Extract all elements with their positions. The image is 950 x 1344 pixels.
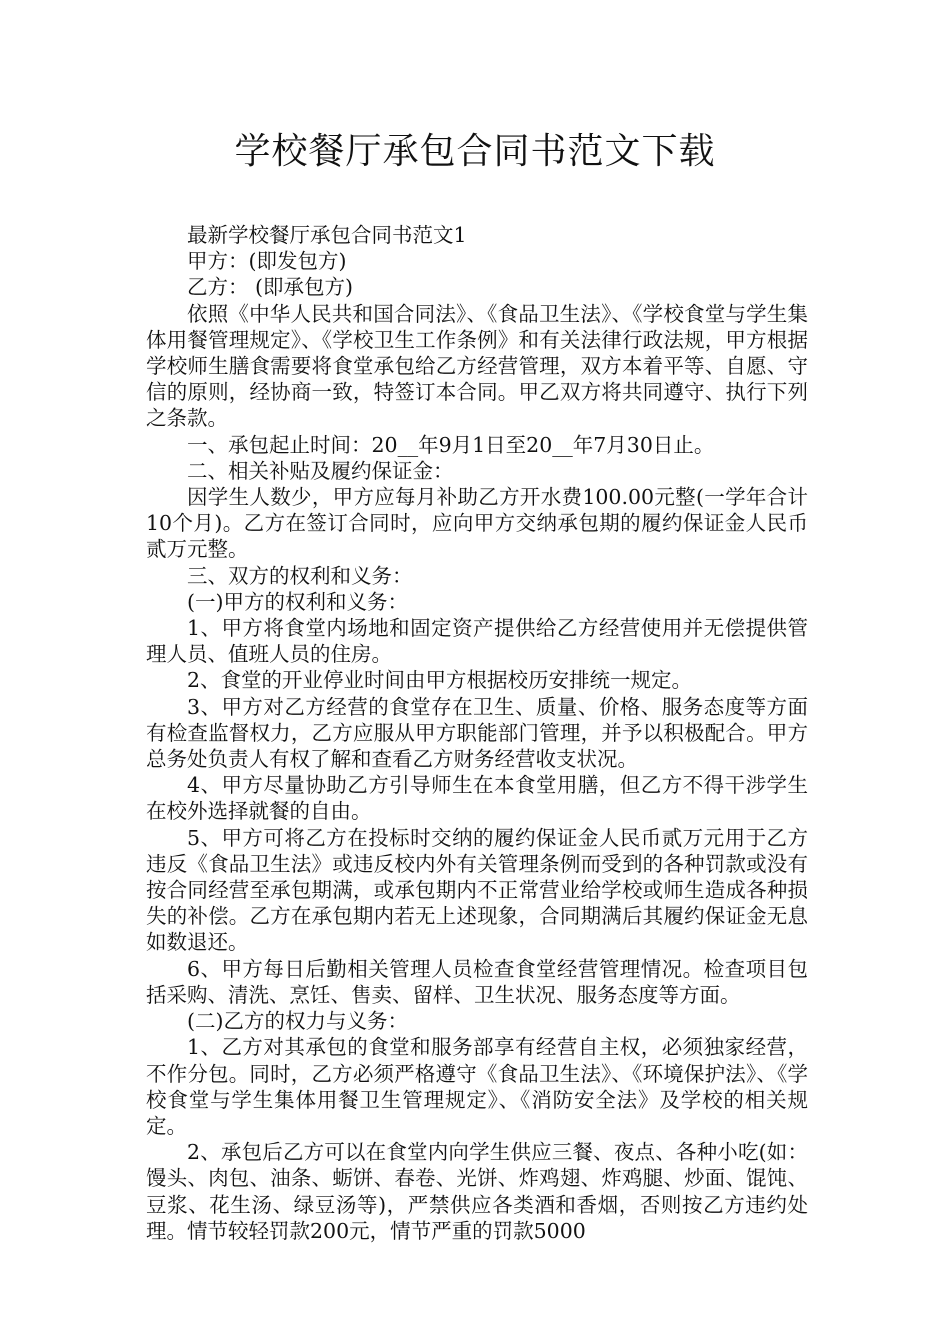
paragraph-b-item-2: 2、承包后乙方可以在食堂内向学生供应三餐、夜点、各种小吃(如：馒头、肉包、油条、蛎饼、春卷、光饼、炸鸡翅、炸鸡腿、炒面、馄饨、豆浆、花生汤、绿豆汤等)，严禁供应各类酒和香烟，否则按乙方违约处理。情节较轻罚款200元，情节严重的罚款5000 [146, 1140, 808, 1243]
paragraph-party-b-rights-heading: (二)乙方的权力与义务： [187, 1009, 408, 1034]
paragraph-a-item-1: 1、甲方将食堂内场地和固定资产提供给乙方经营使用并无偿提供管理人员、值班人员的住房。 [146, 616, 808, 667]
paragraph-party-b: 乙方： (即承包方) [187, 275, 354, 300]
paragraph-party-a-rights-heading: (一)甲方的权利和义务： [187, 589, 408, 614]
paragraph-a-item-2: 2、食堂的开业停业时间由甲方根据校历安排统一规定。 [187, 668, 693, 693]
paragraph-subsidy-heading: 二、相关补贴及履约保证金： [187, 458, 454, 483]
paragraph-party-a: 甲方：(即发包方) [187, 249, 347, 274]
document-body [146, 222, 808, 1244]
paragraph-a-item-4: 4、甲方尽量协助乙方引导师生在本食堂用膳，但乙方不得干涉学生在校外选择就餐的自由。 [146, 773, 808, 824]
paragraph-preamble: 依照《中华人民共和国合同法》、《食品卫生法》、《学校食堂与学生集体用餐管理规定》、《学校卫生工作条例》和有关法律行政法规，甲方根据学校师生膳食需要将食堂承包给乙方经营管理，双方本着平等、自愿、守信的原则，经协商一致，特签订本合同。甲乙双方将共同遵守、执行下列之条款。 [146, 301, 808, 431]
document-title: 学校餐厅承包合同书范文下载 [234, 131, 716, 172]
paragraph-subsidy: 因学生人数少，甲方应每月补助乙方开水费100.00元整(一学年合计10个月)。乙方在签订合同时，应向甲方交纳承包期的履约保证金人民币贰万元整。 [146, 485, 808, 562]
paragraph-subtitle: 最新学校餐厅承包合同书范文1 [187, 223, 467, 247]
paragraph-a-item-6: 6、甲方每日后勤相关管理人员检查食堂经营管理情况。检查项目包括采购、清洗、烹饪、售卖、留样、卫生状况、服务态度等方面。 [146, 956, 808, 1007]
paragraph-rights-heading: 三、双方的权利和义务： [187, 563, 413, 588]
paragraph-a-item-3: 3、甲方对乙方经营的食堂存在卫生、质量、价格、服务态度等方面有检查监督权力，乙方应服从甲方职能部门管理，并予以积极配合。甲方总务处负责人有权了解和查看乙方财务经营收支状况。 [146, 694, 808, 772]
paragraph-a-item-5: 5、甲方可将乙方在投标时交纳的履约保证金人民币贰万元用于乙方违反《食品卫生法》或违反校内外有关管理条例而受到的各种罚款或没有按合同经营至承包期满，或承包期内不正常营业给学校或师生造成各种损失的补偿。乙方在承包期内若无上述现象，合同期满后其履约保证金无息如数退还。 [146, 825, 808, 955]
paragraph-term: 一、承包起止时间：20__年9月1日至20__年7月30日止。 [187, 432, 715, 457]
paragraph-b-item-1: 1、乙方对其承包的食堂和服务部享有经营自主权，必须独家经营，不作分包。同时，乙方必须严格遵守《食品卫生法》、《环境保护法》、《学校食堂与学生集体用餐卫生管理规定》、《消防安全法》及学校的相关规定。 [146, 1035, 808, 1138]
